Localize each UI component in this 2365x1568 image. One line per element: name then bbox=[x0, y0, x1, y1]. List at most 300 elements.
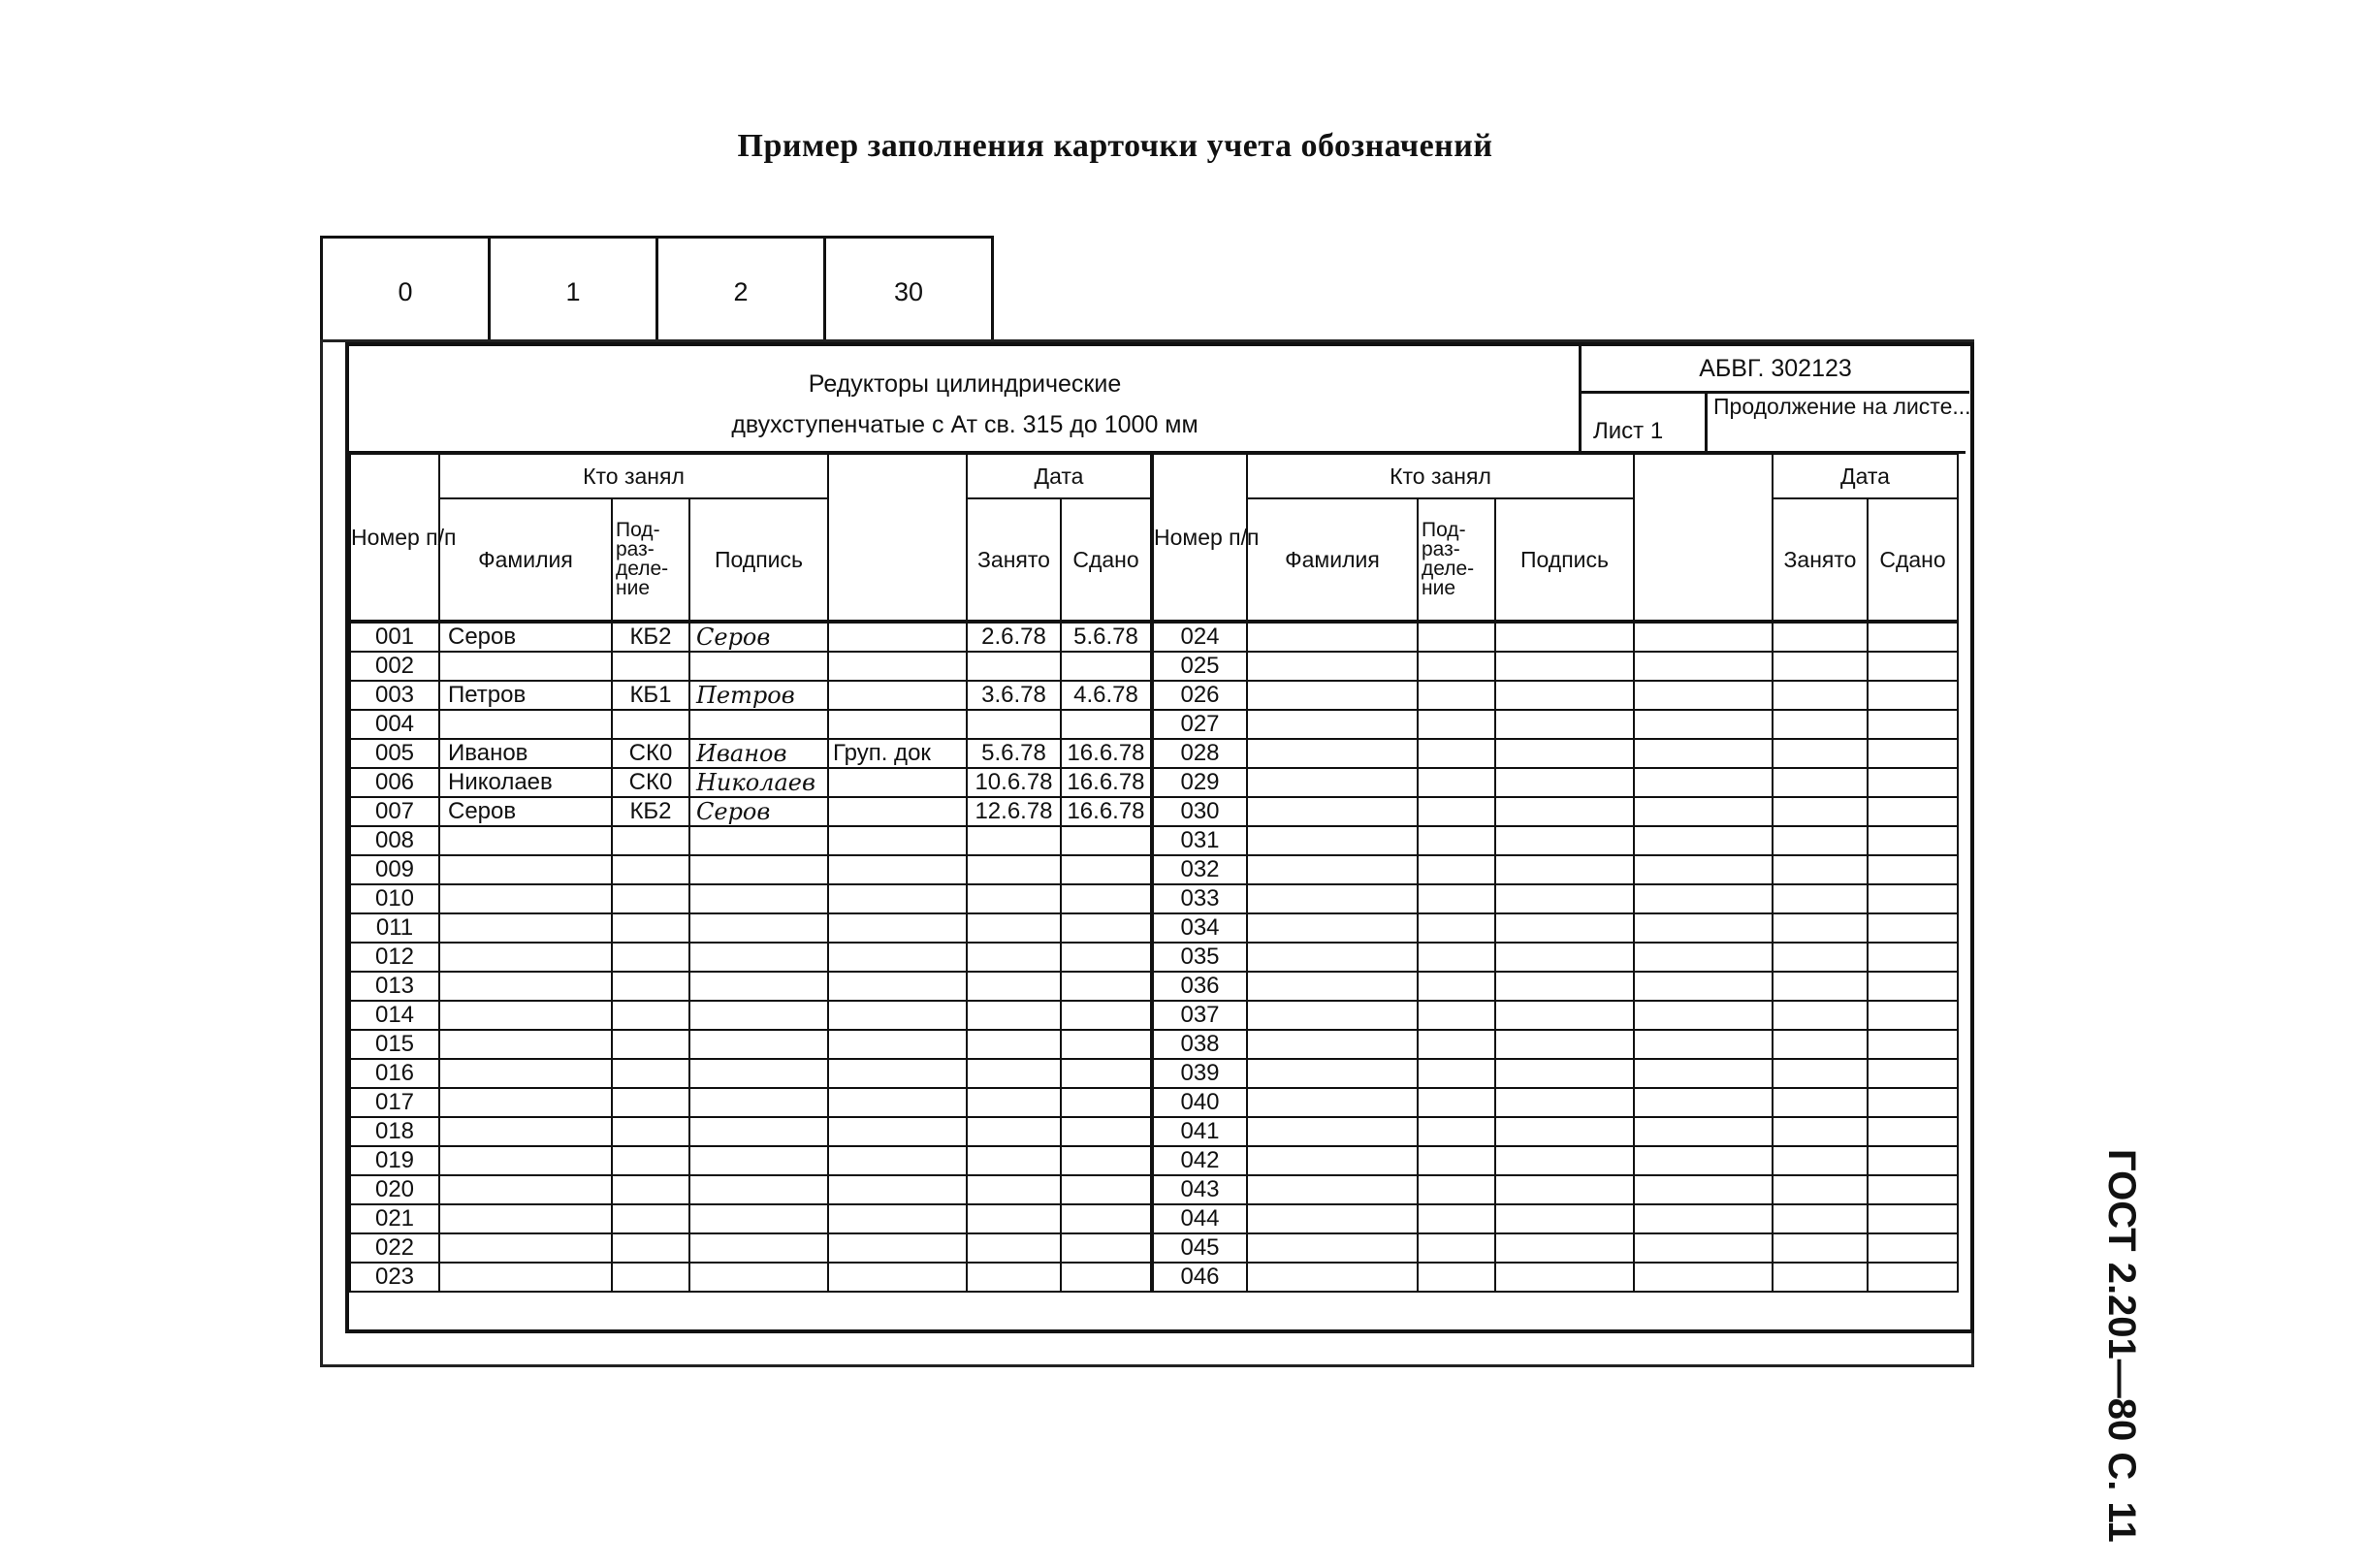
cell-division bbox=[1418, 768, 1495, 797]
row-number: 014 bbox=[350, 1001, 439, 1030]
sheet-number: Лист 1 bbox=[1582, 391, 1708, 451]
table-row bbox=[350, 681, 1958, 710]
row-number: 002 bbox=[350, 652, 439, 681]
cell-note bbox=[1634, 972, 1773, 1001]
cell-taken: 5.6.78 bbox=[967, 739, 1061, 768]
cell-taken bbox=[967, 972, 1061, 1001]
cell-note bbox=[828, 652, 967, 681]
cell-note bbox=[828, 797, 967, 826]
cell-returned bbox=[1868, 622, 1958, 652]
table-row bbox=[350, 1030, 1958, 1059]
cell-taken bbox=[967, 855, 1061, 884]
cell-surname bbox=[439, 1146, 612, 1175]
cell-taken bbox=[1773, 652, 1868, 681]
cell-returned bbox=[1061, 1263, 1152, 1292]
cell-returned bbox=[1868, 652, 1958, 681]
cell-division bbox=[1418, 913, 1495, 943]
cell-note bbox=[1634, 1030, 1773, 1059]
cell-surname bbox=[439, 972, 612, 1001]
cell-division bbox=[612, 652, 689, 681]
row-number-right: 032 bbox=[1152, 855, 1247, 884]
row-number: 022 bbox=[350, 1233, 439, 1263]
cell-taken bbox=[967, 1059, 1061, 1088]
header-division: Под-раз-деле-ние bbox=[612, 498, 689, 622]
index-tab: 0 bbox=[320, 236, 491, 345]
registry-table bbox=[349, 453, 1959, 1293]
cell-returned bbox=[1868, 1263, 1958, 1292]
cell-division bbox=[1418, 1117, 1495, 1146]
cell-note bbox=[828, 1059, 967, 1088]
cell-signature bbox=[1495, 1001, 1634, 1030]
cell-division bbox=[1418, 710, 1495, 739]
cell-note bbox=[1634, 1001, 1773, 1030]
cell-signature bbox=[1495, 1088, 1634, 1117]
cell-note bbox=[1634, 884, 1773, 913]
cell-division bbox=[1418, 855, 1495, 884]
continuation-note: Продолжение на листе... bbox=[1713, 394, 1971, 419]
cell-returned bbox=[1868, 1001, 1958, 1030]
table-row bbox=[350, 768, 1958, 797]
cell-signature bbox=[1495, 943, 1634, 972]
row-number-right: 040 bbox=[1152, 1088, 1247, 1117]
cell-returned: 5.6.78 bbox=[1061, 622, 1152, 652]
table-row bbox=[350, 884, 1958, 913]
cell-surname bbox=[1247, 1146, 1418, 1175]
row-number-right: 029 bbox=[1152, 768, 1247, 797]
row-number-right: 034 bbox=[1152, 913, 1247, 943]
cell-surname: Серов bbox=[439, 797, 612, 826]
cell-note bbox=[1634, 1059, 1773, 1088]
cell-returned bbox=[1061, 1204, 1152, 1233]
cell-returned bbox=[1868, 1088, 1958, 1117]
header-blank bbox=[1634, 454, 1773, 622]
cell-taken bbox=[1773, 1146, 1868, 1175]
row-number: 006 bbox=[350, 768, 439, 797]
cell-signature bbox=[1495, 681, 1634, 710]
cell-taken bbox=[1773, 797, 1868, 826]
cell-division: КБ2 bbox=[612, 797, 689, 826]
cell-returned bbox=[1061, 710, 1152, 739]
row-number-right: 031 bbox=[1152, 826, 1247, 855]
cell-surname bbox=[1247, 1233, 1418, 1263]
table-row bbox=[350, 1146, 1958, 1175]
cell-note bbox=[1634, 1175, 1773, 1204]
cell-division bbox=[1418, 943, 1495, 972]
cell-returned bbox=[1868, 768, 1958, 797]
header-number: Номер п/п bbox=[1152, 454, 1247, 622]
cell-taken bbox=[1773, 1059, 1868, 1088]
cell-note bbox=[828, 884, 967, 913]
cell-returned: 4.6.78 bbox=[1061, 681, 1152, 710]
cell-taken bbox=[1773, 710, 1868, 739]
cell-taken bbox=[967, 1001, 1061, 1030]
cell-division bbox=[1418, 1001, 1495, 1030]
table-row bbox=[350, 972, 1958, 1001]
cell-surname bbox=[1247, 1117, 1418, 1146]
cell-division bbox=[1418, 1233, 1495, 1263]
cell-surname bbox=[1247, 710, 1418, 739]
header-number: Номер п/п bbox=[350, 454, 439, 622]
table-row bbox=[350, 1088, 1958, 1117]
cell-note bbox=[828, 1117, 967, 1146]
cell-returned bbox=[1061, 913, 1152, 943]
cell-signature bbox=[1495, 1204, 1634, 1233]
row-number: 016 bbox=[350, 1059, 439, 1088]
designation-box bbox=[1579, 346, 1969, 451]
cell-surname bbox=[1247, 1001, 1418, 1030]
cell-returned bbox=[1061, 1030, 1152, 1059]
cell-division bbox=[612, 913, 689, 943]
cell-signature bbox=[689, 1233, 828, 1263]
cell-returned bbox=[1868, 913, 1958, 943]
cell-taken bbox=[1773, 943, 1868, 972]
table-row bbox=[350, 1059, 1958, 1088]
table-row bbox=[350, 1233, 1958, 1263]
cell-signature bbox=[689, 1059, 828, 1088]
cell-surname: Серов bbox=[439, 622, 612, 652]
cell-surname bbox=[1247, 1175, 1418, 1204]
cell-surname bbox=[439, 855, 612, 884]
cell-returned bbox=[1868, 1204, 1958, 1233]
cell-taken: 12.6.78 bbox=[967, 797, 1061, 826]
cell-taken bbox=[967, 943, 1061, 972]
cell-note bbox=[1634, 1233, 1773, 1263]
cell-taken bbox=[1773, 1263, 1868, 1292]
cell-note bbox=[828, 1030, 967, 1059]
header-surname: Фамилия bbox=[439, 498, 612, 622]
cell-note bbox=[828, 1088, 967, 1117]
table-row bbox=[350, 739, 1958, 768]
cell-division bbox=[612, 855, 689, 884]
cell-signature: Петров bbox=[689, 681, 828, 710]
cell-note bbox=[828, 1146, 967, 1175]
cell-note bbox=[1634, 943, 1773, 972]
cell-signature bbox=[689, 710, 828, 739]
cell-note bbox=[828, 1001, 967, 1030]
cell-division bbox=[1418, 1175, 1495, 1204]
row-number: 015 bbox=[350, 1030, 439, 1059]
cell-taken bbox=[1773, 622, 1868, 652]
cell-division bbox=[612, 1059, 689, 1088]
cell-surname bbox=[1247, 1088, 1418, 1117]
table-row bbox=[350, 913, 1958, 943]
page-title: Пример заполнения карточки учета обозначений bbox=[737, 128, 1493, 164]
cell-division bbox=[1418, 1088, 1495, 1117]
cell-returned bbox=[1868, 739, 1958, 768]
cell-division bbox=[1418, 681, 1495, 710]
table-row bbox=[350, 622, 1958, 652]
cell-surname bbox=[1247, 622, 1418, 652]
index-tab: 2 bbox=[655, 236, 826, 345]
row-number: 007 bbox=[350, 797, 439, 826]
cell-note bbox=[828, 710, 967, 739]
table-row bbox=[350, 652, 1958, 681]
cell-signature bbox=[1495, 884, 1634, 913]
cell-returned bbox=[1868, 1059, 1958, 1088]
table-row bbox=[350, 1117, 1958, 1146]
cell-note bbox=[828, 1175, 967, 1204]
cell-surname bbox=[1247, 1059, 1418, 1088]
cell-surname bbox=[1247, 1263, 1418, 1292]
table-row bbox=[350, 797, 1958, 826]
cell-signature bbox=[689, 1001, 828, 1030]
cell-surname bbox=[439, 1001, 612, 1030]
cell-returned bbox=[1061, 826, 1152, 855]
cell-signature bbox=[1495, 652, 1634, 681]
cell-surname bbox=[1247, 972, 1418, 1001]
row-number-right: 038 bbox=[1152, 1030, 1247, 1059]
cell-signature bbox=[689, 826, 828, 855]
cell-surname bbox=[1247, 1204, 1418, 1233]
cell-signature bbox=[689, 855, 828, 884]
cell-taken bbox=[1773, 1204, 1868, 1233]
row-number: 011 bbox=[350, 913, 439, 943]
table-row bbox=[350, 1175, 1958, 1204]
row-number: 013 bbox=[350, 972, 439, 1001]
cell-note bbox=[828, 622, 967, 652]
header-returned: Сдано bbox=[1061, 498, 1152, 622]
row-number-right: 026 bbox=[1152, 681, 1247, 710]
product-name bbox=[349, 364, 1581, 445]
cell-signature bbox=[689, 1204, 828, 1233]
row-number-right: 042 bbox=[1152, 1146, 1247, 1175]
cell-division: КБ2 bbox=[612, 622, 689, 652]
cell-division bbox=[1418, 1263, 1495, 1292]
row-number: 021 bbox=[350, 1204, 439, 1233]
cell-taken bbox=[967, 1030, 1061, 1059]
cell-returned bbox=[1868, 943, 1958, 972]
cell-taken bbox=[967, 884, 1061, 913]
cell-taken: 10.6.78 bbox=[967, 768, 1061, 797]
row-number: 012 bbox=[350, 943, 439, 972]
row-number-right: 025 bbox=[1152, 652, 1247, 681]
cell-division bbox=[612, 1233, 689, 1263]
row-number-right: 044 bbox=[1152, 1204, 1247, 1233]
table-row bbox=[350, 943, 1958, 972]
cell-returned bbox=[1061, 1233, 1152, 1263]
header-blank bbox=[828, 454, 967, 622]
cell-taken bbox=[1773, 1233, 1868, 1263]
cell-division bbox=[612, 943, 689, 972]
cell-signature bbox=[689, 1117, 828, 1146]
cell-taken bbox=[1773, 972, 1868, 1001]
cell-signature bbox=[689, 1030, 828, 1059]
cell-division bbox=[1418, 972, 1495, 1001]
cell-surname bbox=[1247, 943, 1418, 972]
row-number-right: 030 bbox=[1152, 797, 1247, 826]
cell-taken bbox=[967, 826, 1061, 855]
cell-note bbox=[828, 855, 967, 884]
header-date: Дата bbox=[1773, 454, 1958, 498]
index-tab: 1 bbox=[488, 236, 658, 345]
cell-returned bbox=[1868, 855, 1958, 884]
row-number: 009 bbox=[350, 855, 439, 884]
cell-division bbox=[612, 1146, 689, 1175]
cell-returned bbox=[1868, 884, 1958, 913]
cell-taken bbox=[1773, 1030, 1868, 1059]
cell-taken bbox=[967, 913, 1061, 943]
cell-returned: 16.6.78 bbox=[1061, 739, 1152, 768]
cell-note bbox=[1634, 826, 1773, 855]
cell-division bbox=[1418, 1030, 1495, 1059]
cell-surname bbox=[439, 943, 612, 972]
cell-returned bbox=[1061, 1001, 1152, 1030]
cell-surname bbox=[439, 1175, 612, 1204]
cell-note bbox=[1634, 652, 1773, 681]
cell-note bbox=[1634, 913, 1773, 943]
cell-signature bbox=[1495, 710, 1634, 739]
cell-surname bbox=[439, 913, 612, 943]
cell-note bbox=[1634, 797, 1773, 826]
cell-signature: Николаев bbox=[689, 768, 828, 797]
cell-signature bbox=[1495, 1146, 1634, 1175]
row-number-right: 039 bbox=[1152, 1059, 1247, 1088]
table-row bbox=[350, 710, 1958, 739]
cell-returned bbox=[1868, 1146, 1958, 1175]
product-name-line1: Редукторы цилиндрические bbox=[808, 370, 1122, 398]
cell-surname bbox=[439, 1059, 612, 1088]
cell-surname bbox=[1247, 1030, 1418, 1059]
cell-signature bbox=[1495, 1117, 1634, 1146]
cell-division bbox=[612, 884, 689, 913]
cell-note bbox=[1634, 855, 1773, 884]
cell-signature bbox=[689, 972, 828, 1001]
cell-division bbox=[1418, 1146, 1495, 1175]
cell-returned bbox=[1868, 710, 1958, 739]
cell-signature bbox=[1495, 739, 1634, 768]
cell-division bbox=[1418, 739, 1495, 768]
cell-returned bbox=[1061, 1146, 1152, 1175]
cell-taken bbox=[967, 1233, 1061, 1263]
row-number: 019 bbox=[350, 1146, 439, 1175]
cell-signature bbox=[689, 652, 828, 681]
cell-returned bbox=[1868, 1117, 1958, 1146]
cell-taken bbox=[967, 1146, 1061, 1175]
cell-surname bbox=[439, 1117, 612, 1146]
cell-note bbox=[1634, 710, 1773, 739]
cell-division bbox=[1418, 826, 1495, 855]
cell-division bbox=[1418, 652, 1495, 681]
header-taken: Занято bbox=[1773, 498, 1868, 622]
cell-surname bbox=[1247, 913, 1418, 943]
cell-note bbox=[1634, 768, 1773, 797]
cell-division bbox=[612, 1175, 689, 1204]
cell-signature bbox=[1495, 1030, 1634, 1059]
cell-taken: 3.6.78 bbox=[967, 681, 1061, 710]
cell-note bbox=[1634, 739, 1773, 768]
cell-division bbox=[1418, 797, 1495, 826]
row-number-right: 028 bbox=[1152, 739, 1247, 768]
cell-taken bbox=[1773, 1175, 1868, 1204]
cell-division bbox=[612, 1088, 689, 1117]
cell-division bbox=[1418, 1204, 1495, 1233]
row-number: 001 bbox=[350, 622, 439, 652]
cell-division bbox=[612, 826, 689, 855]
cell-division: СК0 bbox=[612, 739, 689, 768]
header-signature: Подпись bbox=[689, 498, 828, 622]
header-who-took: Кто занял bbox=[1247, 454, 1634, 498]
cell-note bbox=[828, 768, 967, 797]
table-row bbox=[350, 855, 1958, 884]
header-returned: Сдано bbox=[1868, 498, 1958, 622]
row-number-right: 045 bbox=[1152, 1233, 1247, 1263]
cell-note bbox=[1634, 1117, 1773, 1146]
cell-note bbox=[1634, 1146, 1773, 1175]
cell-taken bbox=[1773, 826, 1868, 855]
cell-surname bbox=[439, 1030, 612, 1059]
cell-surname bbox=[439, 1263, 612, 1292]
card-header bbox=[349, 346, 1971, 454]
table-row bbox=[350, 1001, 1958, 1030]
cell-surname: Петров bbox=[439, 681, 612, 710]
cell-surname bbox=[439, 1204, 612, 1233]
cell-returned bbox=[1868, 972, 1958, 1001]
cell-surname bbox=[1247, 739, 1418, 768]
header-surname: Фамилия bbox=[1247, 498, 1418, 622]
cell-surname bbox=[1247, 884, 1418, 913]
cell-taken bbox=[967, 1117, 1061, 1146]
cell-note bbox=[828, 826, 967, 855]
cell-taken bbox=[967, 1204, 1061, 1233]
row-number: 020 bbox=[350, 1175, 439, 1204]
cell-surname bbox=[1247, 797, 1418, 826]
cell-signature bbox=[689, 1175, 828, 1204]
cell-surname bbox=[1247, 681, 1418, 710]
cell-note bbox=[828, 1204, 967, 1233]
row-number-right: 033 bbox=[1152, 884, 1247, 913]
cell-division bbox=[612, 1030, 689, 1059]
row-number: 008 bbox=[350, 826, 439, 855]
cell-taken bbox=[967, 1088, 1061, 1117]
cell-returned bbox=[1061, 1117, 1152, 1146]
cell-returned: 16.6.78 bbox=[1061, 768, 1152, 797]
product-name-line2: двухступенчатые с Ат св. 315 до 1000 мм bbox=[731, 411, 1198, 438]
cell-surname: Николаев bbox=[439, 768, 612, 797]
cell-signature bbox=[1495, 1175, 1634, 1204]
table-row bbox=[350, 1263, 1958, 1292]
cell-note bbox=[1634, 681, 1773, 710]
cell-surname bbox=[1247, 652, 1418, 681]
cell-note bbox=[828, 1233, 967, 1263]
cell-taken bbox=[1773, 884, 1868, 913]
cell-division: КБ1 bbox=[612, 681, 689, 710]
cell-signature: Серов bbox=[689, 797, 828, 826]
cell-signature bbox=[1495, 972, 1634, 1001]
cell-returned bbox=[1061, 972, 1152, 1001]
cell-returned bbox=[1061, 884, 1152, 913]
cell-taken bbox=[1773, 768, 1868, 797]
cell-division bbox=[612, 1001, 689, 1030]
cell-taken: 2.6.78 bbox=[967, 622, 1061, 652]
cell-taken bbox=[967, 710, 1061, 739]
cell-taken bbox=[1773, 739, 1868, 768]
cell-surname bbox=[439, 826, 612, 855]
row-number-right: 043 bbox=[1152, 1175, 1247, 1204]
cell-signature bbox=[1495, 913, 1634, 943]
cell-returned bbox=[1061, 1059, 1152, 1088]
header-date: Дата bbox=[967, 454, 1152, 498]
cell-returned bbox=[1868, 681, 1958, 710]
row-number: 004 bbox=[350, 710, 439, 739]
row-number-right: 035 bbox=[1152, 943, 1247, 972]
row-number-right: 036 bbox=[1152, 972, 1247, 1001]
cell-division bbox=[612, 1117, 689, 1146]
cell-signature bbox=[689, 884, 828, 913]
cell-returned bbox=[1868, 797, 1958, 826]
cell-taken bbox=[1773, 855, 1868, 884]
index-tabs bbox=[320, 236, 991, 345]
cell-division bbox=[612, 972, 689, 1001]
